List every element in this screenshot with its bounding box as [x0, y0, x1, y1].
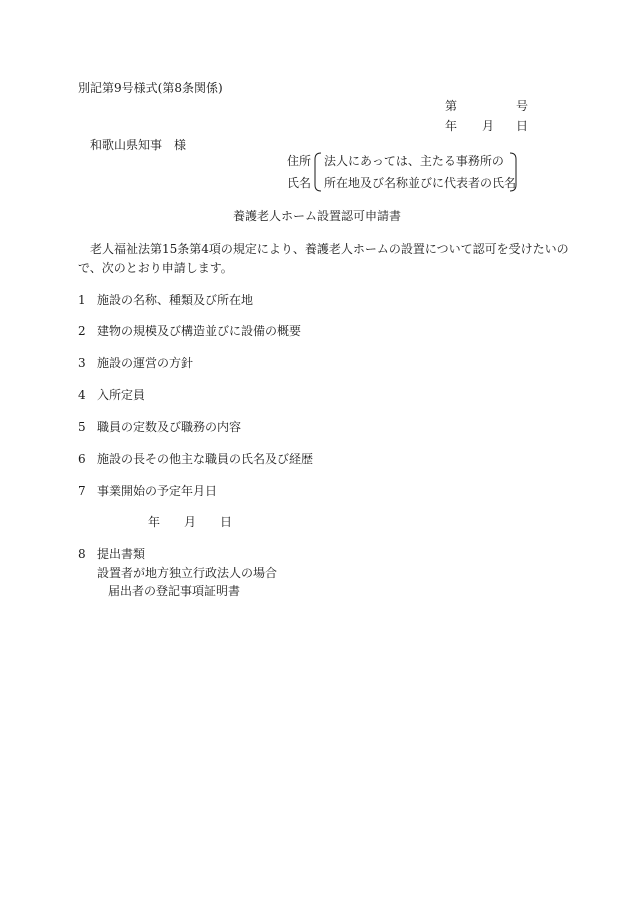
date-year: 年	[445, 119, 458, 133]
number-prefix: 第	[445, 99, 458, 113]
list-item	[78, 389, 145, 401]
list-item	[78, 485, 217, 497]
item-number: 8	[78, 547, 86, 561]
documents-condition: 設置者が地方独立行政法人の場合	[97, 566, 278, 580]
item-text: 入所定員	[97, 388, 146, 402]
number-suffix: 号	[516, 99, 529, 113]
list-item	[78, 294, 253, 306]
form-label: 別記第9号様式(第8条関係)	[78, 81, 223, 95]
list-item	[78, 453, 313, 465]
start-date-year: 年	[148, 515, 161, 529]
applicant-note	[324, 150, 516, 194]
start-date-day: 日	[220, 515, 233, 529]
date-day: 日	[516, 119, 529, 133]
item-number: 2	[78, 324, 86, 338]
item-text: 施設の運営の方針	[97, 356, 194, 370]
item-text: 職員の定数及び職務の内容	[97, 420, 242, 434]
item-number: 6	[78, 452, 86, 466]
list-item	[78, 421, 241, 433]
document-title: 養護老人ホーム設置認可申請書	[233, 209, 402, 223]
start-date-month: 月	[184, 515, 197, 529]
item-number: 4	[78, 388, 86, 402]
documents-item: 届出者の登記事項証明書	[108, 584, 241, 598]
left-bracket	[314, 152, 322, 192]
applicant-block	[287, 150, 527, 194]
list-item	[78, 357, 193, 369]
item-text: 事業開始の予定年月日	[97, 484, 218, 498]
list-item	[78, 548, 145, 560]
list-item	[78, 325, 301, 337]
name-label: 氏名	[287, 176, 312, 190]
addressee: 和歌山県知事 様	[90, 138, 187, 152]
right-bracket	[509, 152, 517, 192]
applicant-note-line1: 法人にあっては、主たる事務所の	[324, 154, 504, 168]
item-number: 3	[78, 356, 86, 370]
item-text: 施設の名称、種類及び所在地	[97, 293, 254, 307]
item-text: 建物の規模及び構造並びに設備の概要	[97, 324, 302, 338]
applicant-labels	[287, 150, 311, 194]
item-text: 提出書類	[97, 547, 146, 561]
applicant-note-line2: 所在地及び名称並びに代表者の氏名	[324, 176, 517, 190]
item-text: 施設の長その他主な職員の氏名及び経歴	[97, 452, 314, 466]
address-label: 住所	[287, 154, 312, 168]
body-line2: で、次のとおり申請します。	[78, 261, 233, 275]
item-number: 5	[78, 420, 86, 434]
body-line1: 老人福祉法第15条第4項の規定により、養護老人ホームの設置について認可を受けたいの	[90, 242, 569, 256]
item-number: 7	[78, 484, 86, 498]
item-number: 1	[78, 293, 86, 307]
date-month: 月	[482, 119, 495, 133]
